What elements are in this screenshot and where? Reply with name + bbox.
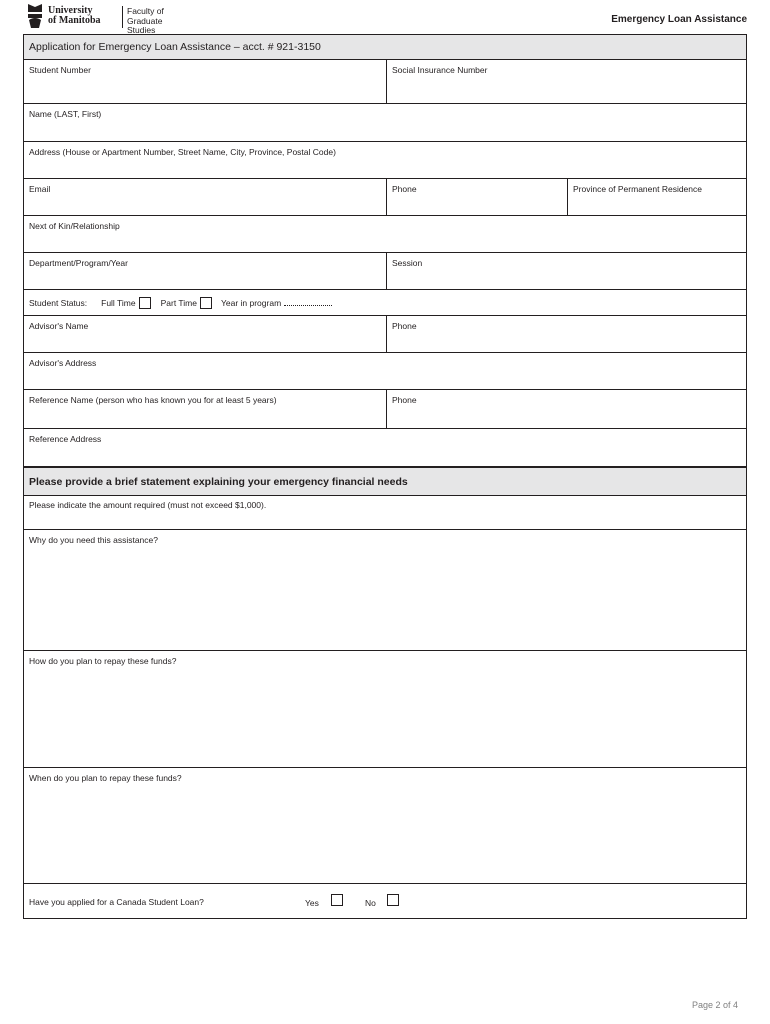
university-logo [26, 2, 176, 35]
no-label: No [365, 898, 376, 908]
reference-phone-field[interactable] [386, 390, 746, 428]
name-field[interactable] [24, 104, 746, 141]
amount-field[interactable] [24, 496, 746, 529]
section-heading-statement: Please provide a brief statement explaining your emergency financial needs [24, 468, 746, 496]
advisor-name-label: Advisor's Name [29, 321, 89, 331]
row-reference-address [24, 429, 746, 466]
logo-text-manitoba: of Manitoba [48, 15, 101, 26]
why-field[interactable] [24, 530, 746, 650]
reference-address-label: Reference Address [29, 434, 102, 444]
department-field[interactable] [24, 253, 386, 289]
crest-icon [26, 2, 44, 30]
student-status-label: Student Status: [29, 297, 88, 308]
advisor-name-field[interactable] [24, 316, 386, 352]
province-label: Province of Permanent Residence [573, 184, 702, 194]
csl-question-label: Have you applied for a Canada Student Loan? [29, 897, 204, 907]
document-title: Emergency Loan Assistance [611, 14, 747, 25]
advisor-address-label: Advisor's Address [29, 358, 97, 368]
amount-label: Please indicate the amount required (must not exceed $1,000). [29, 500, 267, 510]
section-heading-application: Application for Emergency Loan Assistance – acct. # 921-3150 [24, 35, 746, 60]
part-time-label: Part Time [160, 297, 197, 308]
row-why [24, 530, 746, 651]
row-how [24, 651, 746, 768]
when-label: When do you plan to repay these funds? [29, 773, 182, 783]
province-field[interactable] [567, 179, 746, 215]
row-advisor-address [24, 353, 746, 390]
row-student-number [24, 60, 746, 104]
no-checkbox[interactable] [387, 894, 399, 906]
how-field[interactable] [24, 651, 746, 767]
reference-name-label: Reference Name (person who has known you for at least 5 years) [29, 395, 277, 405]
row-canada-student-loan [24, 884, 746, 918]
reference-name-field[interactable] [24, 390, 386, 428]
advisor-address-field[interactable] [24, 353, 746, 389]
student-number-field[interactable] [24, 60, 386, 103]
sin-field[interactable] [386, 60, 746, 103]
year-in-program-input[interactable] [284, 300, 332, 306]
page-number: Page 2 of 4 [691, 1000, 738, 1010]
session-field[interactable] [386, 253, 746, 289]
application-form-section [23, 34, 747, 467]
statement-section [23, 467, 747, 919]
yes-label: Yes [305, 898, 319, 908]
logo-text-university: University [48, 5, 93, 16]
row-name [24, 104, 746, 142]
sin-label: Social Insurance Number [392, 65, 488, 75]
year-in-program-label: Year in program [220, 297, 282, 308]
name-label: Name (LAST, First) [29, 109, 102, 119]
full-time-label: Full Time [101, 297, 136, 308]
student-number-label: Student Number [29, 65, 91, 75]
email-label: Email [29, 184, 51, 194]
part-time-checkbox[interactable] [200, 297, 212, 309]
full-time-checkbox[interactable] [139, 297, 151, 309]
logo-divider [122, 6, 123, 28]
yes-checkbox[interactable] [331, 894, 343, 906]
next-of-kin-field[interactable] [24, 216, 746, 252]
department-label: Department/Program/Year [29, 258, 128, 268]
row-address [24, 142, 746, 179]
row-when [24, 768, 746, 884]
row-email [24, 179, 746, 216]
row-department [24, 253, 746, 290]
page-header [0, 0, 770, 35]
row-next-of-kin [24, 216, 746, 253]
row-amount [24, 496, 746, 530]
faculty-text-line1: Faculty of [127, 6, 164, 16]
address-label: Address (House or Apartment Number, Street Name, City, Province, Postal Code) [29, 147, 336, 157]
row-reference [24, 390, 746, 429]
phone-field[interactable] [386, 179, 567, 215]
email-field[interactable] [24, 179, 386, 215]
reference-phone-label: Phone [392, 395, 417, 405]
address-field[interactable] [24, 142, 746, 178]
session-label: Session [392, 258, 423, 268]
advisor-phone-label: Phone [392, 321, 417, 331]
when-field[interactable] [24, 768, 746, 883]
faculty-text-line2: Graduate Studies [127, 16, 163, 35]
phone-label: Phone [392, 184, 417, 194]
row-student-status [24, 290, 746, 316]
reference-address-field[interactable] [24, 429, 746, 466]
row-advisor [24, 316, 746, 353]
next-of-kin-label: Next of Kin/Relationship [29, 221, 120, 231]
advisor-phone-field[interactable] [386, 316, 746, 352]
how-label: How do you plan to repay these funds? [29, 656, 177, 666]
why-label: Why do you need this assistance? [29, 535, 158, 545]
